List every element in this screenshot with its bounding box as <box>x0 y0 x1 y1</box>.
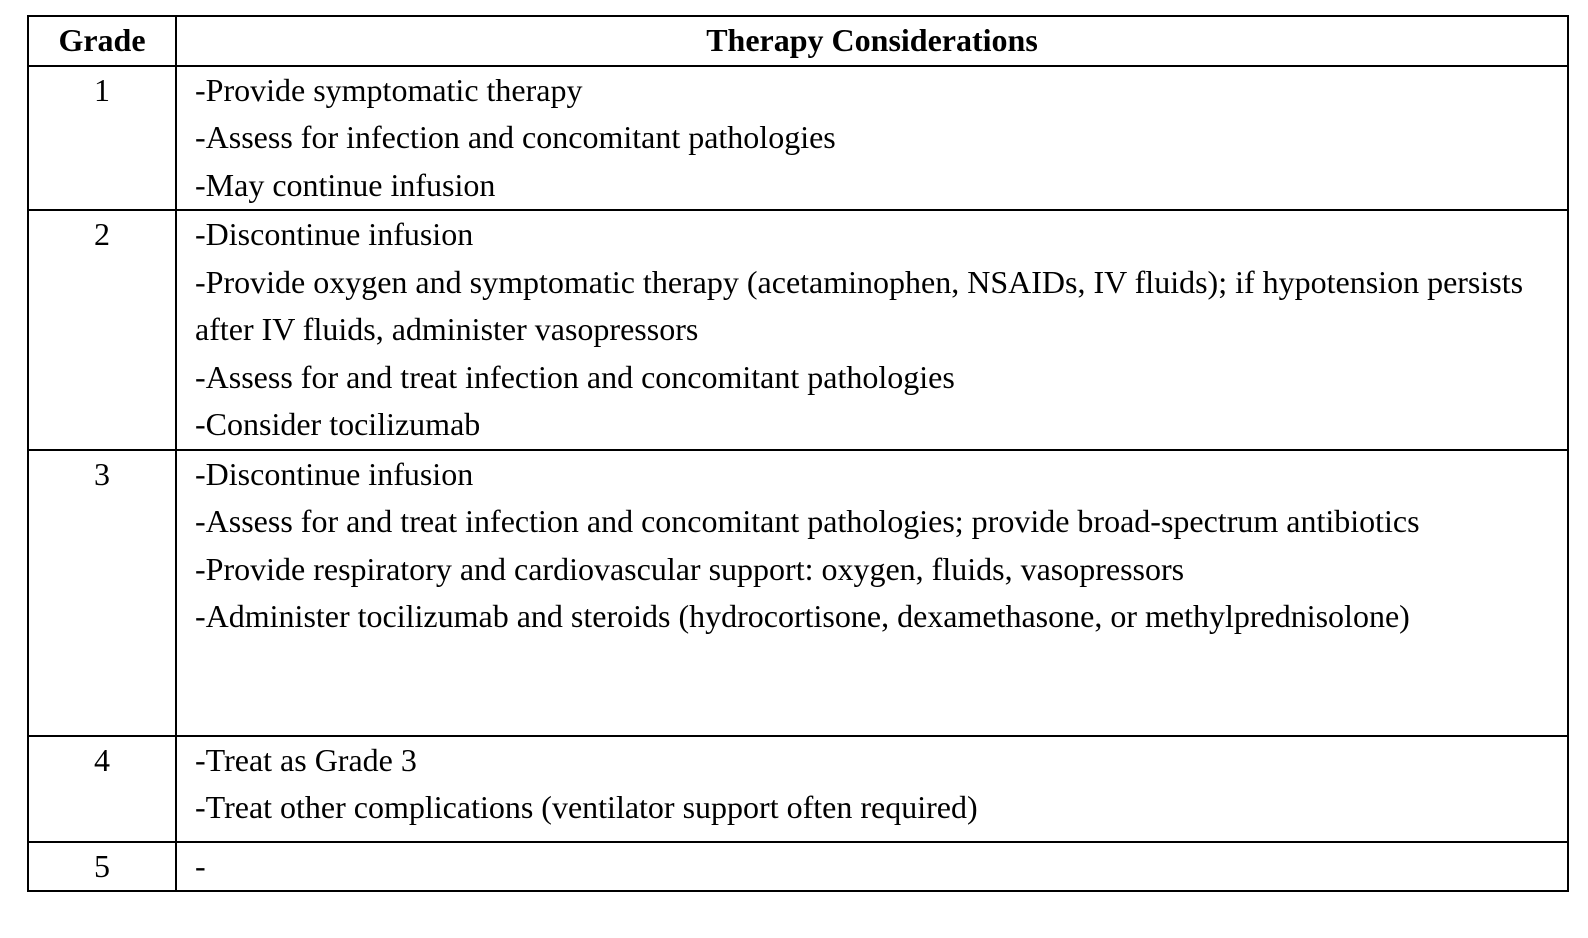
therapy-cell <box>176 450 1568 736</box>
therapy-item: -Assess for infection and concomitant pathologies <box>195 119 836 155</box>
table-row <box>28 66 1568 211</box>
therapy-item: -Provide symptomatic therapy <box>195 71 583 108</box>
therapy-item: -Treat other complications (ventilator support often required) <box>195 789 978 825</box>
therapy-cell <box>176 842 1568 892</box>
table-header-row <box>28 16 1568 66</box>
therapy-item: -Discontinue infusion <box>195 455 474 492</box>
therapy-table <box>27 15 1569 892</box>
therapy-cell <box>176 66 1568 211</box>
therapy-item: -Provide respiratory and cardiovascular support: oxygen, fluids, vasopressors <box>195 550 1185 587</box>
therapy-item: -Treat as Grade 3 <box>195 741 417 778</box>
therapy-item: -Provide oxygen and symptomatic therapy (acetaminophen, NSAIDs, IV fluids); if hypotension persists after IV fluids, administer vasopressors <box>195 263 1524 347</box>
therapy-cell <box>176 736 1568 842</box>
therapy-column-header: Therapy Considerations <box>176 16 1568 66</box>
table-row <box>28 210 1568 450</box>
grade-cell: 5 <box>28 842 176 892</box>
therapy-item: -Consider tocilizumab <box>195 406 481 442</box>
therapy-item: -Assess for and treat infection and concomitant pathologies <box>195 358 955 395</box>
therapy-cell <box>176 210 1568 450</box>
table-row <box>28 736 1568 842</box>
grade-cell: 4 <box>28 736 176 842</box>
table-row <box>28 450 1568 736</box>
grade-cell: 1 <box>28 66 176 211</box>
therapy-item: -Administer tocilizumab and steroids (hydrocortisone, dexamethasone, or methylprednisolone) <box>195 598 1410 634</box>
therapy-item: -Assess for and treat infection and concomitant pathologies; provide broad-spectrum antibiotics <box>195 503 1420 539</box>
grade-column-header: Grade <box>28 16 176 66</box>
table-row <box>28 842 1568 892</box>
grade-cell: 3 <box>28 450 176 736</box>
therapy-item: -May continue infusion <box>195 166 496 203</box>
therapy-item: -Discontinue infusion <box>195 216 474 252</box>
therapy-item: - <box>195 847 206 884</box>
grade-cell: 2 <box>28 210 176 450</box>
